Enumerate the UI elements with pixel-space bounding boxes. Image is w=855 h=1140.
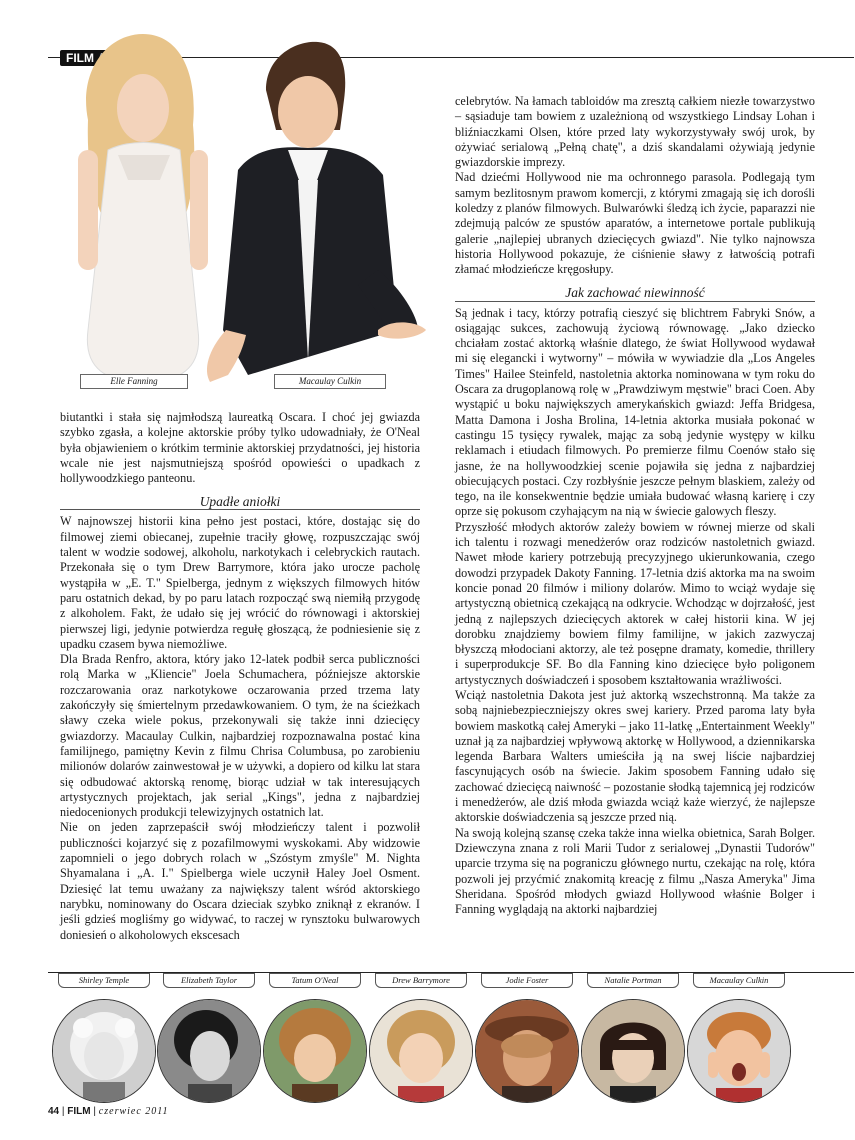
subhead-text: Jak zachować niewinność	[565, 285, 705, 301]
paragraph: W najnowszej historii kina pełno jest postaci, które, dostając się do filmowej ziemi obiecanej, zupełnie traciły głowę, rozpuszczając swój talent w wodzie sodowej, alkoholu, narkotykach i celebryckich rautach. Przekonała się o tym Drew Barrymore, która jako urocze pacholę wystąpiła w „E. T." Spielberga, jednym z większych filmowych hitów paru ostatnich dekad, by po paru latach rozpocząć swą niemiłą przygodę z alkoholem. Fakt, że udało się jej wrócić do równowagi i aktorskiej pierwszej ligi, jedynie potwierdza regułę głoszącą, że podniesienie się z upadku czasem bywa niemożliwe.	[60, 514, 420, 651]
portrait-photo	[369, 999, 473, 1103]
caption-macaulay-culkin: Macaulay Culkin	[274, 374, 386, 389]
portrait-photo	[687, 999, 791, 1103]
page-footer	[48, 1106, 169, 1117]
subhead-rule	[60, 509, 420, 510]
portrait-label: Tatum O'Neal	[269, 973, 361, 988]
portrait-label: Drew Barrymore	[375, 973, 467, 988]
portrait-natalie-portman	[581, 973, 685, 988]
paragraph: Nad dziećmi Hollywood nie ma ochronnego parasola. Podlegają tym samym bezlitosnym prawom komercji, z którymi zmagają się ich dorośli koledzy z planów filmowych. Bulwarówki śledzą ich życie, paparazzi nie zdejmują palców ze spustów aparatów, a internetowe portale publikują galerie „najlepiej ubranych dziecięcych gwiazd". Nie tylko najnowsza historia Hollywood pokazuje, że ciśnienie sławy z łatwością potrafi złamać młodzieńcze kręgosłupy.	[455, 170, 815, 277]
paragraph: Wciąż nastoletnia Dakota jest już aktorką wszechstronną. Ma także za sobą najniebezpieczniejszy okres swej kariery. Przed paroma laty była bowiem maskotką całej Ameryki – jako 11-latkę „Entertainment Weekly" uznał ją za najbardziej wpływową aktorkę w Hollywood, a dziennikarska legenda Barbara Walters umieściła ją na swej liście najbardziej fascynujących osób na świecie. Jakim sposobem Fanning udało się zachować dziecięcą naiwność – pozostanie słodką tajemnicą jej rodziców i menedżerów, ale dziś młoda gwiazda wciąż każe wierzyć, że najlepsze aktorskie doświadczenia są jeszcze przed nią.	[455, 687, 815, 825]
paragraph: biutantki i stała się najmłodszą laureatką Oscara. I choć jej gwiazda szybko zgasła, a kolejne aktorskie próby tylko udowadniały, że O'Neal była objawieniem o krótkim terminie aktorskiej przydatności, jej historia wcale nie jest najsmutniejszą spośród opowieści o upadkach z hollywoodzkiego panteonu.	[60, 410, 420, 486]
subhead-rule	[455, 301, 815, 302]
caption-elle-fanning: Elle Fanning	[80, 374, 188, 389]
paragraph: Są jednak i tacy, którzy potrafią cieszyć się blichtrem Fabryki Snów, a osiągając sukces, zachowują życiową równowagę. „Jako dziecko chciałam zostać aktorką właśnie dlatego, że świat Hollywood wydawał mi się elegancki i wytworny" – mówiła w wywiadzie dla „Los Angeles Times" Hailee Steinfeld, nastoletnia aktorka nominowana w tym roku do Oscara za drugoplanową rolę w „Prawdziwym męstwie" braci Coen. Aby wystąpić u boku największych amerykańskich gwiazd: Jeffa Bridgesa, Matta Damona i Josha Brolina, 14-letnia aktorka musiała pokonać w castingu 15 tysięcy rywalek, mając za sobą jedynie występy w kilku reklamach i etiudach filmowych. Po premierze filmu Coenów stało się jasne, że na hollywoodzkiej scenie pojawiła się jedna z najbardziej obiecujących postaci. Czy rozbłyśnie jeszcze pełnym blaskiem, zależy od tego, na ile konsekwentnie będzie umiała budować własną karierę i czy oprze się pokusom czyhającym na nią w świecie galowych fleszy.	[455, 305, 815, 519]
paragraph: celebrytów. Na łamach tabloidów ma zresztą całkiem niezłe towarzystwo – sąsiaduje tam bowiem z uzależnioną od wszystkiego Lindsay Lohan i bliźniaczkami Olsen, które przed laty wykorzystywały swój urok, by ożywiać serialową „Pełną chatę", a dziś skandalami ożywiają jedynie gwiazdorskie imprezy.	[455, 94, 815, 170]
portrait-label: Elizabeth Taylor	[163, 973, 255, 988]
paragraph: Na swoją kolejną szansę czeka także inna wielka obietnica, Sarah Bolger. Dziewczyna znana z roli Marii Tudor z serialowej „Dynastii Tudorów" uparcie trzyma się na pograniczu głównego nurtu, czekając na rolę, która pozwoli jej przyćmić znakomitą kreację z filmu „Nasza Ameryka" Jima Sheridana. Spośród młodych gwiazd Hollywood właśnie Bolger i Fanning wyglądają na aktorki najbardziej	[455, 825, 815, 917]
portrait-photo	[581, 999, 685, 1103]
portrait-photo	[263, 999, 367, 1103]
macaulay-culkin-figure	[207, 42, 426, 382]
elle-fanning-figure	[78, 34, 208, 382]
right-column	[455, 94, 815, 917]
paragraph: Dla Brada Renfro, aktora, który jako 12-latek podbił serca publiczności rolą Marka w „Kliencie" Joela Schumachera, późniejsze aktorskie rozczarowania oraz narkotykowe oczarowania przed trzema laty zakończyły się śmiertelnym przedawkowaniem. O tym, że na ścieżkach sławy czeka wiele pokus, przekonywali się także inni dziecięcy gwiazdorzy. Macaulay Culkin, najbardziej rozpoznawalna postać kina familijnego, pamiętny Kevin z filmu Chrisa Columbusa, po zarobieniu milionów dolarów zainwestował je w używki, a dopiero od kilku lat stara się odbudować aktorską renomę, biorąc udział w tak interesujących artystycznych projektach, jak serial „Kings", jedna z najbardziej niedocenionych produkcji telewizyjnych ostatnich lat.	[60, 652, 420, 820]
subhead-jak-zachowac-niewinnosc	[455, 282, 815, 304]
portrait-jodie-foster	[475, 973, 579, 988]
portrait-label: Jodie Foster	[481, 973, 573, 988]
paragraph: Przyszłość młodych aktorów zależy bowiem w równej mierze od skali ich talentu i rozwagi menedżerów oraz rodziców nastoletnich gwiazd. Nawet młode kariery potrzebują precyzyjnego ukierunkowania, czego dowodzi przypadek Dakoty Fanning. 17-letnia dziś aktorka ma na swoim koncie ponad 20 filmów i miliony dolarów. Mimo to wciąż wydaje się artystyczną obietnicą czekającą na odkrycie. Wchodząc w dojrzałość, jest jedną z najlepszych dziecięcych aktorek w całej historii kina. W jej dorobku znajdziemy bowiem filmy familijne, w jakich zazwyczaj błyszczą młodociani aktorzy, ale też posępne dramaty, komedie, thrillery i superprodukcje SF. Bo dla Fanning kino dziecięce było poligonem artystycznych doświadczeń i sposobem kształtowania wrażliwości.	[455, 519, 815, 687]
portrait-label: Natalie Portman	[587, 973, 679, 988]
magazine-name: FILM	[67, 1106, 91, 1117]
issue-date: czerwiec 2011	[98, 1106, 169, 1117]
portrait-macaulay-culkin	[687, 973, 791, 988]
portrait-photo	[475, 999, 579, 1103]
portrait-tatum-oneal	[263, 973, 367, 988]
subhead-text: Upadłe aniołki	[199, 494, 281, 510]
portrait-photo	[52, 999, 156, 1103]
portrait-label: Shirley Temple	[58, 973, 150, 988]
portrait-photo	[157, 999, 261, 1103]
subhead-upadle-aniolki	[60, 490, 420, 512]
actors-photo	[48, 30, 430, 390]
portrait-label: Macaulay Culkin	[693, 973, 785, 988]
portrait-shirley-temple	[52, 973, 156, 988]
left-column	[60, 410, 420, 943]
portrait-drew-barrymore	[369, 973, 473, 988]
footer-separator: |	[93, 1106, 97, 1117]
paragraph: Nie on jeden zaprzepaścił swój młodzieńczy talent i pozwolił publiczności kojarzyć się z pozafilmowymi wyskokami. Aby widzowie zapomnieli o jego dobrych rolach w „Szóstym zmyśle" M. Nighta Shyamalana i „A. I." Spielberga wiele uczynił Haley Joel Osment. Dziesięć lat temu uważany za największy talent wśród aktorskiego narybku, nominowany do Oscara dzieciak szybko zniknął z ekranów. I jeśli gdzieś mogliśmy go widywać, to raczej w rynsztoku bulwarowych doniesień o alkoholowych ekscesach	[60, 820, 420, 942]
footer-separator: |	[61, 1106, 65, 1117]
page-number: 44	[48, 1106, 60, 1117]
portrait-elizabeth-taylor	[157, 973, 261, 988]
section-name: FILM	[66, 51, 94, 65]
